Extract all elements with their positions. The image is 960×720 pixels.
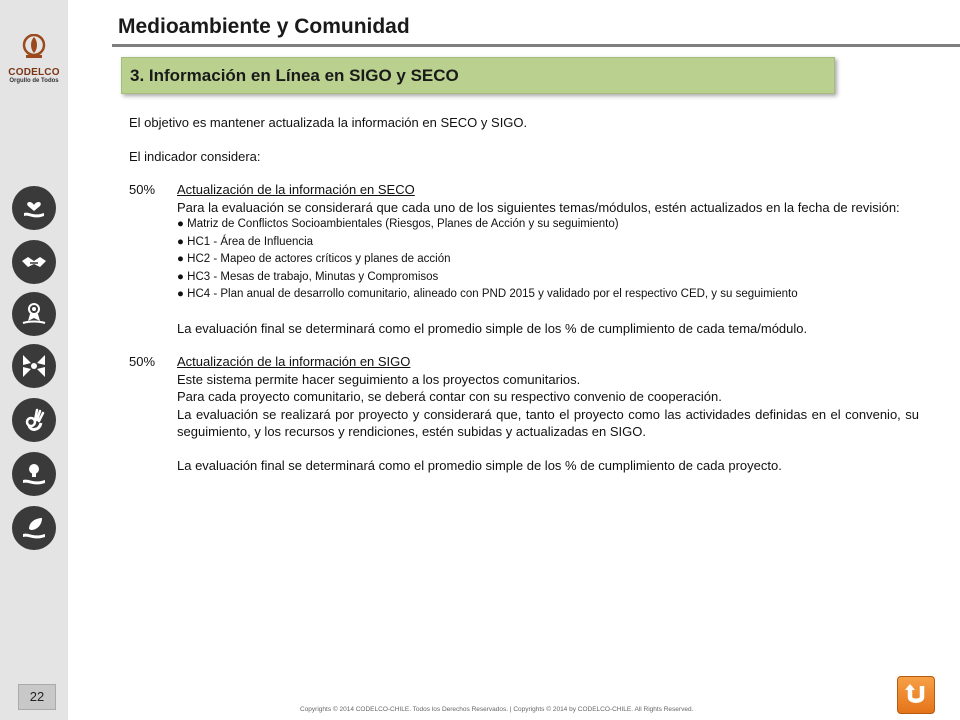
item-description: Para la evaluación se considerará que cada uno de los siguientes temas/módulos, estén actualizados en la fecha de revisión: bbox=[177, 199, 900, 215]
item-percentage: 50% bbox=[129, 182, 156, 197]
intro-text: El objetivo es mantener actualizada la información en SECO y SIGO. bbox=[129, 115, 528, 130]
codelco-emblem-icon bbox=[20, 34, 48, 60]
list-item: ● Matriz de Conflictos Socioambientales (Riesgos, Planes de Acción y su seguimiento) bbox=[177, 218, 619, 230]
content-body bbox=[129, 114, 919, 474]
heart-hand-icon[interactable] bbox=[12, 186, 56, 230]
leaf-hand-icon[interactable] bbox=[12, 506, 56, 550]
section-banner bbox=[121, 57, 835, 94]
item-line: Este sistema permite hacer seguimiento a los proyectos comunitarios. bbox=[177, 371, 581, 387]
item-percentage: 50% bbox=[129, 354, 156, 369]
list-item: ● HC1 - Área de Influencia bbox=[177, 235, 314, 248]
u-turn-icon bbox=[903, 682, 929, 708]
list-item: ● HC2 - Mapeo de actores críticos y planes de acción bbox=[177, 253, 451, 265]
codelco-logo bbox=[6, 34, 62, 85]
item-heading: Actualización de la información en SIGO bbox=[177, 354, 411, 369]
title-divider bbox=[112, 44, 960, 47]
indicator-item-sigo bbox=[129, 353, 919, 474]
item-final-note: La evaluación final se determinará como el promedio simple de los % de cumplimiento de cada proyecto. bbox=[177, 457, 782, 473]
item-line: Para cada proyecto comunitario, se deberá contar con su respectivo convenio de cooperación. bbox=[177, 389, 722, 404]
list-item: ● HC3 - Mesas de trabajo, Minutas y Compromisos bbox=[177, 270, 439, 283]
list-item: ● HC4 - Plan anual de desarrollo comunitario, alineado con PND 2015 y validado por el respectivo CED, y su seguimiento bbox=[177, 288, 798, 300]
item-final-note: La evaluación final se determinará como el promedio simple de los % de cumplimiento de cada tema/módulo. bbox=[177, 320, 808, 336]
item-line: La evaluación se realizará por proyecto y considerará que, tanto el proyecto como las actividades definidas en el convenio, su seguimiento, y los recursos y rendiciones, estén subidas y actualizadas en SIGO. bbox=[177, 406, 919, 439]
return-button[interactable] bbox=[897, 676, 935, 714]
indicator-item-seco bbox=[129, 181, 919, 337]
page-title: Medioambiente y Comunidad bbox=[118, 15, 410, 38]
handshake-icon[interactable] bbox=[12, 240, 56, 284]
item-heading: Actualización de la información en SECO bbox=[177, 182, 415, 197]
logo-name: CODELCO bbox=[8, 67, 60, 78]
hands-collaboration-icon[interactable] bbox=[12, 344, 56, 388]
sidebar bbox=[0, 0, 68, 720]
person-award-icon[interactable] bbox=[12, 292, 56, 336]
logo-tagline: Orgullo de Todos bbox=[9, 78, 59, 84]
page-number: 22 bbox=[18, 684, 56, 710]
indicator-label: El indicador considera: bbox=[129, 148, 261, 164]
footer-copyright: Copyrights © 2014 CODELCO-CHILE. Todos los Derechos Reservados. | Copyrights © 2014 by CODELCO-CHILE. All Rights Reserved. bbox=[300, 706, 694, 713]
lightbulb-hand-icon[interactable] bbox=[12, 452, 56, 496]
ok-gesture-icon[interactable] bbox=[12, 398, 56, 442]
section-title: 3. Información en Línea en SIGO y SECO bbox=[130, 66, 459, 85]
